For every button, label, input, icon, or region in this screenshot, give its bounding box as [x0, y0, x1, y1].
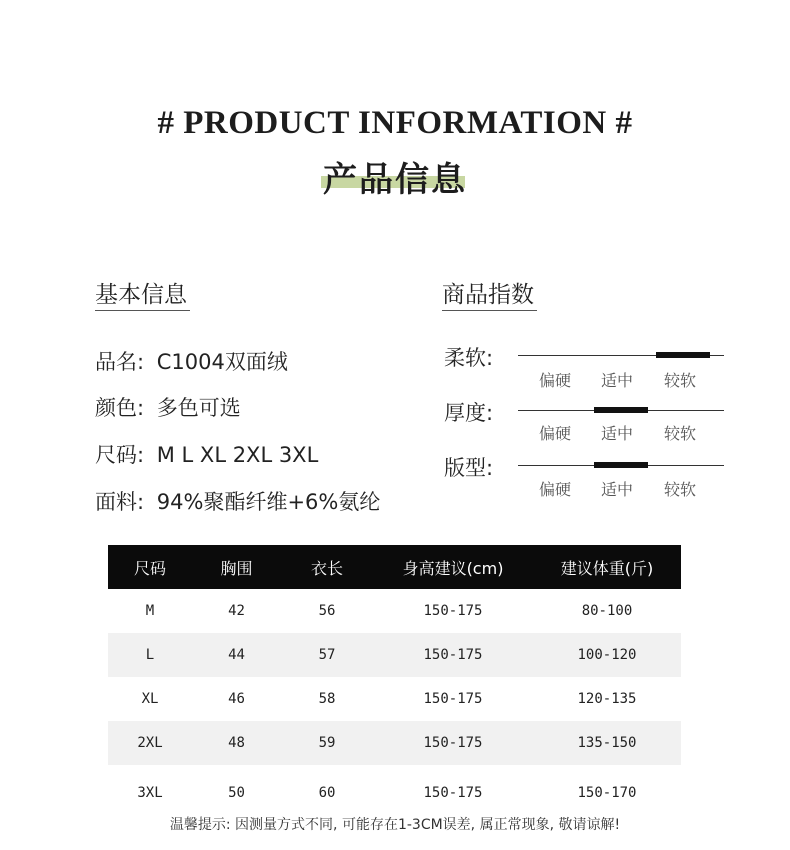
table-cell: L	[108, 633, 192, 677]
index-option: 偏硬	[539, 371, 572, 390]
index-option: 较软	[664, 371, 697, 390]
table-cell: 150-175	[373, 721, 533, 765]
index-selected-marker	[594, 407, 648, 413]
info-label: 尺码:	[95, 443, 145, 467]
index-label-thickness: 厚度:	[444, 401, 494, 425]
table-cell: 46	[228, 691, 245, 707]
table-row	[108, 765, 681, 821]
title-english: # PRODUCT INFORMATION #	[157, 105, 633, 141]
table-header-cell: 建议体重(斤)	[533, 545, 681, 589]
info-label: 面料:	[95, 490, 145, 514]
table-cell: 57	[281, 633, 373, 677]
table-cell: XL	[141, 691, 159, 707]
table-cell: 135-150	[533, 721, 681, 765]
table-header-cell: 尺码	[108, 545, 192, 589]
table-header-cell: 胸围	[192, 545, 281, 589]
product-index-heading: 商品指数	[442, 282, 534, 308]
index-option: 适中	[601, 424, 634, 443]
index-option: 偏硬	[539, 480, 572, 499]
info-row-fabric	[95, 486, 380, 516]
table-cell: 56	[318, 603, 336, 619]
index-option: 较软	[664, 480, 697, 499]
info-row-name	[95, 346, 288, 376]
table-cell: 120-135	[577, 691, 637, 707]
index-selected-marker	[656, 352, 710, 358]
index-label-softness: 柔软:	[444, 346, 494, 370]
info-label: 品名:	[95, 350, 145, 374]
table-row	[108, 589, 681, 633]
table-row	[108, 721, 681, 765]
table-row	[108, 633, 681, 677]
index-option: 偏硬	[539, 424, 572, 443]
info-row-color	[95, 392, 241, 422]
product-index-underline	[442, 310, 537, 311]
size-table	[108, 545, 681, 821]
table-cell: 150-175	[423, 603, 483, 619]
table-cell: 3XL	[137, 785, 163, 801]
table-cell: 150-170	[577, 785, 637, 801]
title-chinese: 产品信息	[323, 160, 467, 200]
info-value: 多色可选	[156, 396, 241, 420]
basic-info-underline	[95, 310, 190, 311]
table-cell: M	[145, 603, 155, 619]
index-selected-marker	[594, 462, 648, 468]
index-option: 较软	[664, 424, 697, 443]
table-cell: 150-175	[423, 785, 483, 801]
info-value: M L XL 2XL 3XL	[156, 443, 319, 467]
table-cell: 59	[281, 721, 373, 765]
table-cell: 60	[318, 785, 336, 801]
basic-info-heading: 基本信息	[95, 282, 187, 308]
table-cell: 100-120	[533, 633, 681, 677]
index-option: 适中	[601, 371, 634, 390]
table-cell: 58	[318, 691, 336, 707]
table-cell: 150-175	[423, 691, 483, 707]
table-cell: 44	[192, 633, 281, 677]
table-header-cell: 身高建议(cm)	[373, 545, 533, 589]
index-label-fit: 版型:	[444, 456, 494, 480]
table-row	[108, 677, 681, 721]
table-cell: 2XL	[108, 721, 192, 765]
table-cell: 50	[228, 785, 245, 801]
info-label: 颜色:	[95, 396, 145, 420]
info-value: C1004双面绒	[156, 350, 288, 374]
index-option: 适中	[601, 480, 634, 499]
info-row-size	[95, 439, 318, 469]
table-cell: 150-175	[373, 633, 533, 677]
table-cell: 80-100	[581, 603, 633, 619]
table-header-row	[108, 545, 681, 589]
info-value: 94%聚酯纤维+6%氨纶	[156, 490, 381, 514]
table-cell: 48	[192, 721, 281, 765]
table-header-cell: 衣长	[281, 545, 373, 589]
table-cell: 42	[228, 603, 245, 619]
measurement-note: 温馨提示: 因测量方式不同, 可能存在1-3CM误差, 属正常现象, 敬请谅解!	[169, 817, 621, 833]
